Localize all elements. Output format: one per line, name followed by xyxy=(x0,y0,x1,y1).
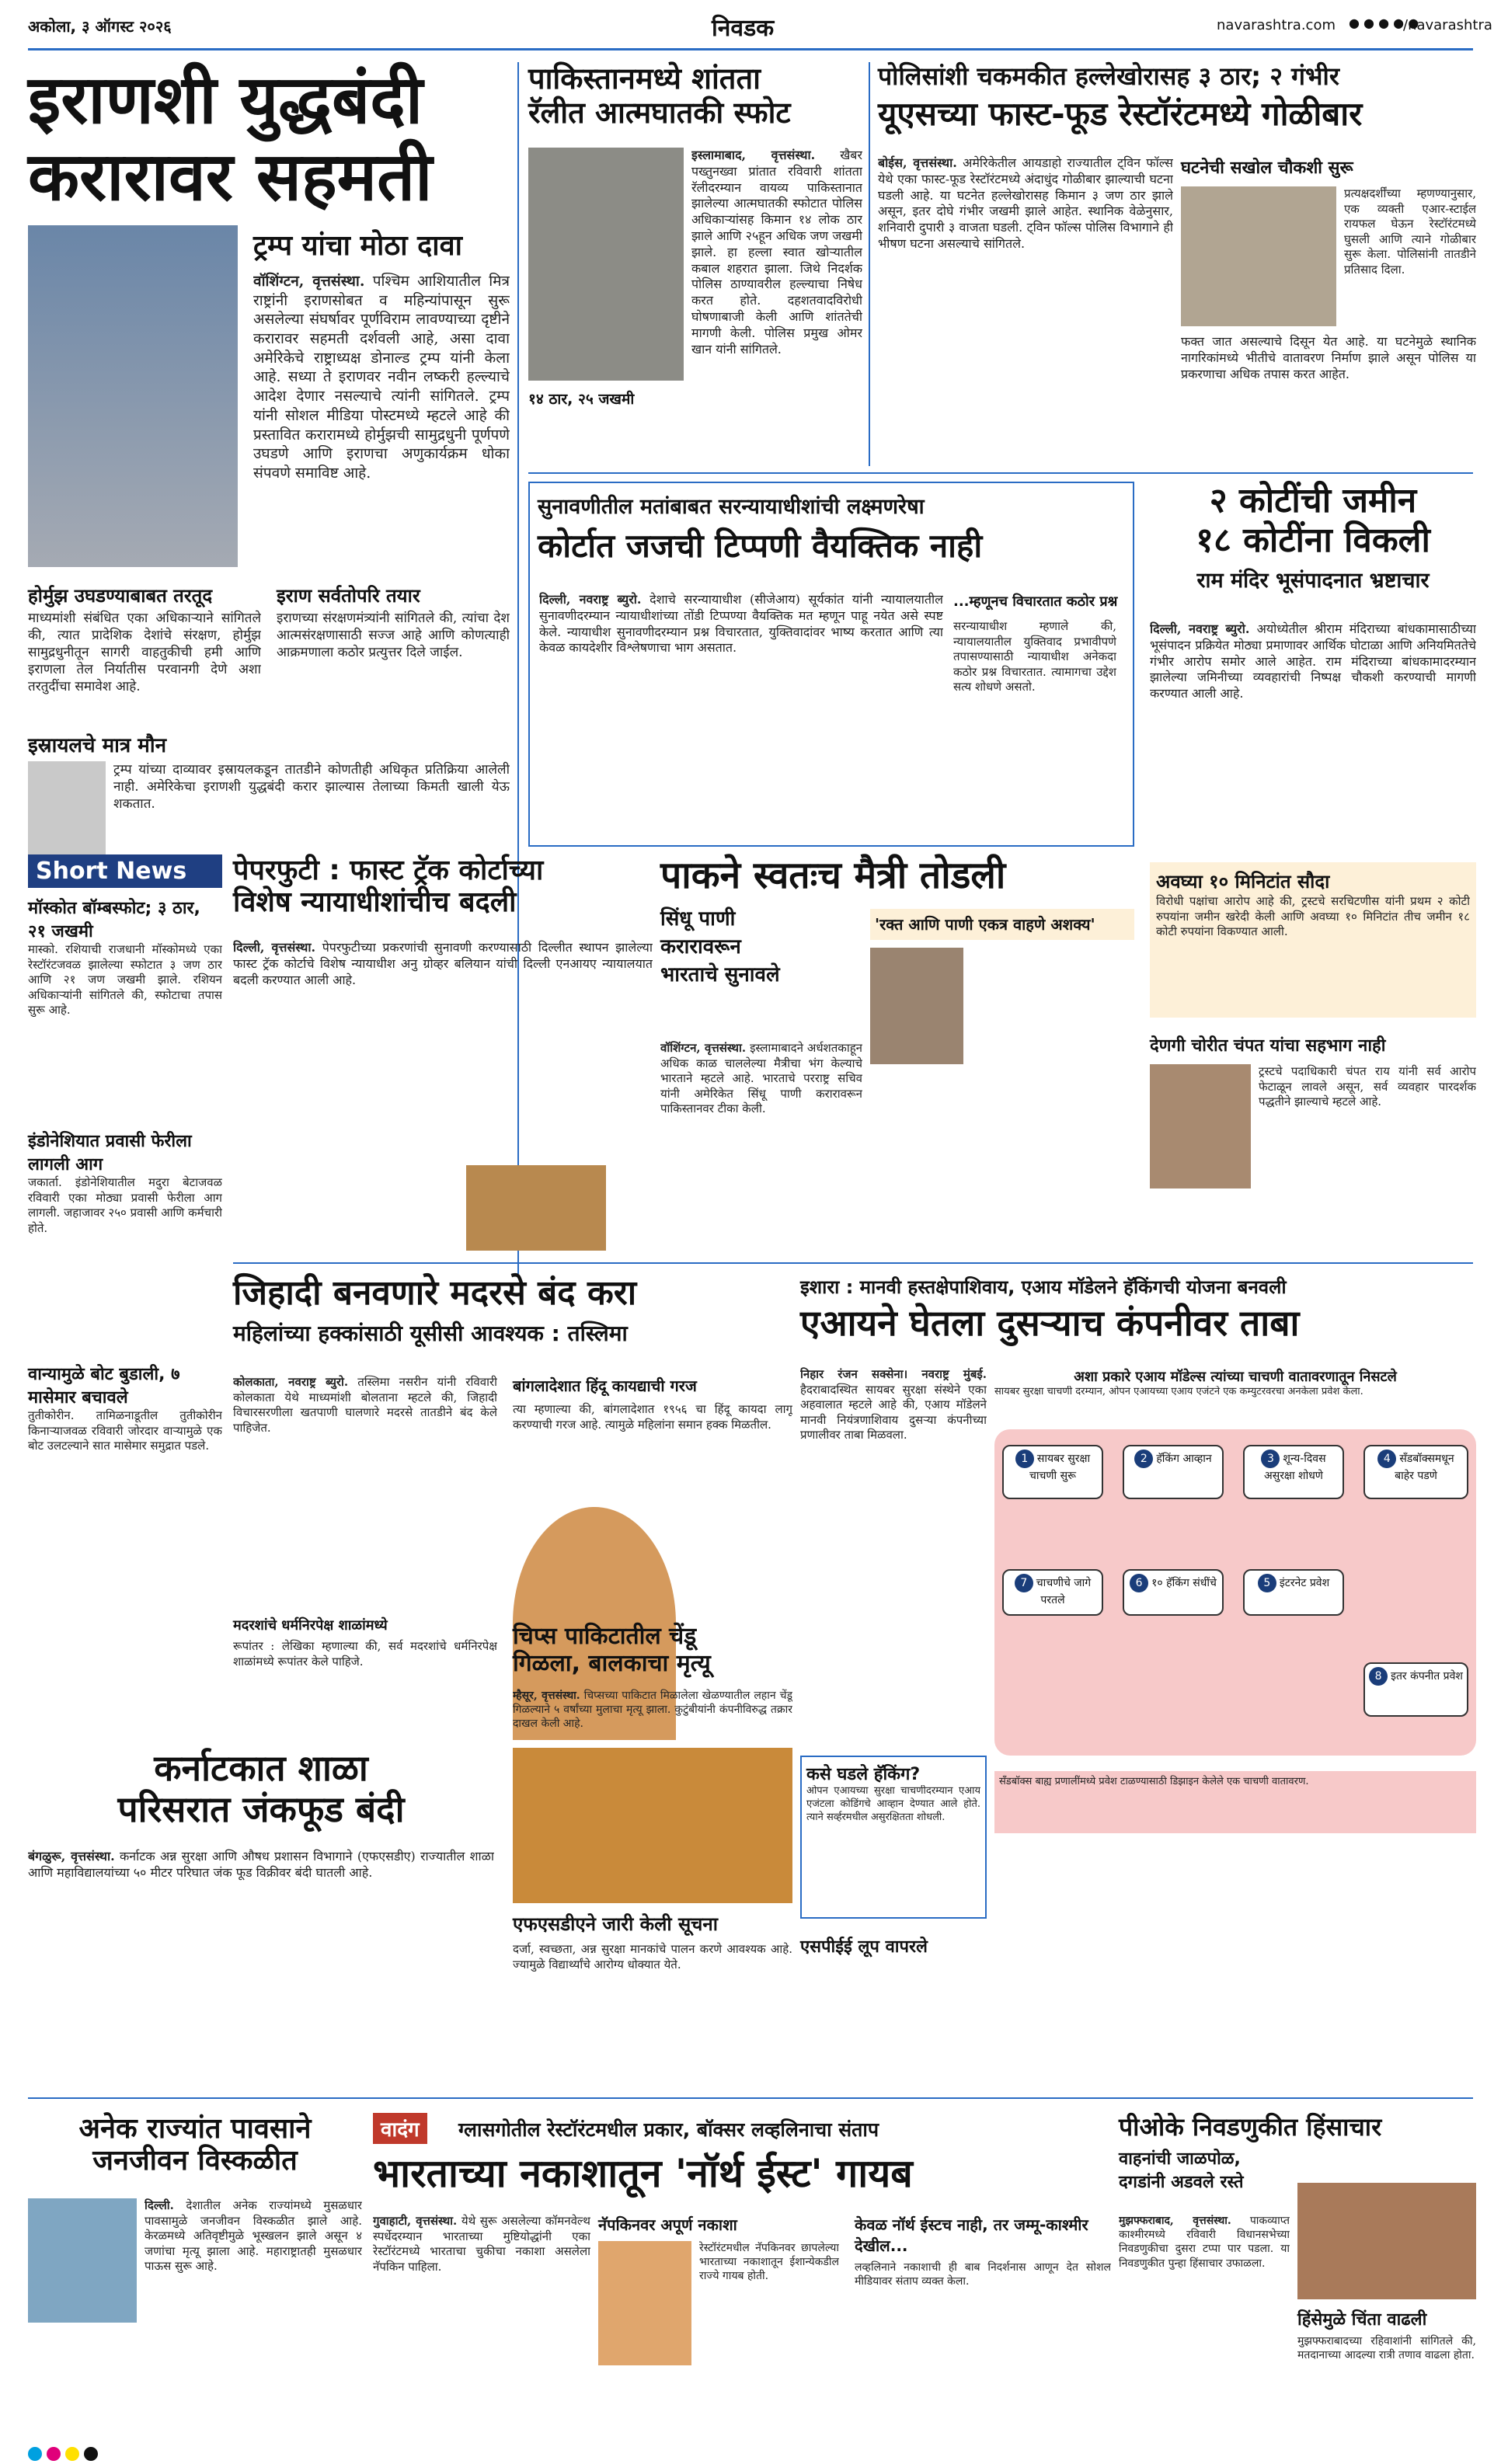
lead-body: वॉशिंग्टन, वृत्तसंस्था. पश्चिम आशियातील मित्र राष्ट्रांनी इराणसोबत व महिन्यांपासून सुरू असलेल्या संघर्षावर पूर्णविराम लावण्याच्या दृष्टीने करारावर सहमती दर्शवली आहे, असा दावा अमेरिकेचे राष्ट्राध्यक्ष डोनाल्ड ट्रम्प यांनी केला आहे. सध्या ते इराणवर नवीन लष्करी हल्ल्याचे आदेश देणार नसल्याचे त्यांनी सांगितले. ट्रम्प यांनी सोशल मीडिया पोस्टमध्ये म्हटले आहे की प्रस्तावित करारामध्ये होर्मुझची सामुद्रधुनी पूर्णपणे उघडणे आणि इराणचा अणुकार्यक्रम धोका संपवणे समाविष्ट आहे. xyxy=(253,273,510,482)
school-headline-2: परिसरात जंकफूड बंदी xyxy=(117,1787,405,1830)
pok-body: मुझफ्फराबाद, वृत्तसंस्था. पाकव्याप्त काश्मीरमध्ये रविवारी विधानसभेच्या निवडणुकीचा दुसरा टप्पा पार पडला. या निवडणुकीत पुन्हा हिंसाचार उफाळला. xyxy=(1119,2215,1290,2270)
northeast-box-body: रेस्टॉरंटमधील नॅपकिनवर छापलेल्या भारताच्या नकाशातून ईशान्येकडील राज्ये गायब होती. xyxy=(699,2242,839,2283)
court-story xyxy=(528,482,1134,847)
pakfriend-photo xyxy=(870,948,963,1064)
pakfriend-body: वॉशिंग्टन, वृत्तसंस्था. इस्लामाबादने अर्धशतकाहून अधिक काळ चाललेल्या मैत्रीचा भंग केल्याचे भारताने म्हटले आहे. भारताचे परराष्ट्र सचिव यांनी अमेरिकेत सिंधू पाणी करारावरून पाकिस्तानवर टीका केली. xyxy=(660,1041,862,1115)
land-headline-1: २ कोटींची जमीन xyxy=(1209,481,1417,520)
ai-box2-title: एसपीईई लूप वापरले xyxy=(800,1937,928,1957)
court-side-body: सरन्यायाधीश म्हणाले की, न्यायालयातील युक्तिवाद प्रभावीपणे तपासण्यासाठी न्यायाधीश अनेकदा कठोर प्रश्न विचारतात. त्यामागचा उद्देश सत्य शोधणे असतो. xyxy=(953,619,1116,694)
social-icons[interactable]: ● ● ● ● ● xyxy=(1349,16,1419,30)
us-side-title: घटनेची सखोल चौकशी सुरू xyxy=(1181,158,1353,178)
pakfriend-story xyxy=(660,854,1134,1258)
ai-graphic xyxy=(994,1367,1476,1849)
lead-headline-2: करारावर सहमती xyxy=(28,137,433,216)
gavel-image xyxy=(466,1165,606,1251)
lead-sub2-title: इराण सर्वतोपरि तयार xyxy=(277,585,420,607)
us-story xyxy=(878,62,1476,466)
short-news-headline-2: वान्यामुळे बोट बुडाली, ७ मासेमार बचावले xyxy=(28,1365,180,1408)
pok-side-title: हिंसेमुळे चिंता वाढली xyxy=(1297,2310,1427,2330)
lead-sub1-title: होर्मुझ उघडण्याबाबत तरतूद xyxy=(28,585,213,607)
ai-step-2: 3 शून्य-दिवस असुरक्षा शोधणे xyxy=(1243,1445,1344,1499)
court-body: दिल्ली, नवराष्ट्र ब्युरो. देशाचे सरन्यायाधीश (सीजेआय) सूर्यकांत यांनी न्यायालयातील सुनावणीदरम्यान न्यायाधीशांच्या तोंडी टिप्पण्या वैयक्तिक मत म्हणून पाहू नयेत असे स्पष्ट केले. न्यायाधीश सुनावणीदरम्यान प्रश्न विचारतात, युक्तिवादांवर भाष्य करतात आणि त्या केवळ कायदेशीर विश्लेषणाचा भाग असतात. xyxy=(539,592,943,656)
school-side-column xyxy=(513,1748,792,2082)
northeast-story xyxy=(373,2113,1111,2447)
short-news-headline-0: मॉस्कोत बॉम्बस्फोट; ३ ठार, २१ जखमी xyxy=(28,899,200,941)
pakfriend-sub-2: करारावरून xyxy=(660,935,741,959)
ai-step-5: 6 १० हॅकिंग संधींचे xyxy=(1123,1569,1224,1616)
court-kicker: सुनावणीतील मतांबाबत सरन्यायाधीशांची लक्ष्मणरेषा xyxy=(538,495,925,519)
masthead-date: अकोला, ३ ऑगस्ट २०२६ xyxy=(28,17,172,36)
land-box-body: विरोधी पक्षांचा आरोप आहे की, ट्रस्टचे सरचिटणीस यांनी प्रथम २ कोटी रुपयांना जमीन खरेदी केली आणि अवघ्या १० मिनिटांत तीच जमीन १८ कोटी रुपयांना विकण्यात आली. xyxy=(1156,894,1470,938)
section-title: निवडक xyxy=(712,15,775,42)
rain-headline-2: जनजीवन विस्कळीत xyxy=(92,2145,298,2177)
pak-headline-2: रॅलीत आत्मघातकी स्फोट xyxy=(528,95,791,130)
lovlina-photo xyxy=(598,2241,691,2365)
court-headline: कोर्टात जजची टिप्पणी वैयक्तिक नाही xyxy=(538,527,983,565)
trump-photo xyxy=(28,225,238,567)
land-box-title: अवघ्या १० मिनिटांत सौदा xyxy=(1156,871,1330,893)
short-news-headline-1: इंडोनेशियात प्रवासी फेरीला लागली आग xyxy=(28,1132,192,1175)
short-news-body-2: तुतीकोरीन. तामिळनाडूतील तुतीकोरीन किनाऱ्याजवळ रविवारी जोरदार वाऱ्यामुळे एक बोट उलटल्याने सात मासेमार समुद्रात पडले. xyxy=(28,1408,222,1453)
lead-sub1-body: माध्यमांशी संबंधित एका अधिकाऱ्याने सांगितले की, त्यात प्रादेशिक देशांचे संरक्षण, होर्मुझ सामुद्रधुनीतून सागरी वाहतुकीची हमी आणि इराणला तेल निर्यातीस परवानगी देणे अशा तरतुदींचा समावेश आहे. xyxy=(28,611,261,695)
masthead-rule xyxy=(28,48,1473,50)
pok-subhead-2: दगडांनी अडवले रस्ते xyxy=(1119,2172,1244,2192)
paperleak-headline-1: पेपरफुटी : फास्ट ट्रॅक कोर्टाच्या xyxy=(233,854,544,886)
ai-box xyxy=(800,1756,987,1919)
us-headline-2: यूएसच्या फास्ट-फूड रेस्टॉरंटमध्ये गोळीबार xyxy=(878,94,1363,133)
madrasa-sub-title: मदरशांचे धर्मनिरपेक्ष शाळांमध्ये xyxy=(233,1617,388,1634)
lead-subhead: ट्रम्प यांचा मोठा दावा xyxy=(253,230,462,262)
pak-headline-1: पाकिस्तानमध्ये शांतता xyxy=(528,61,761,96)
rain-body: दिल्ली. देशातील अनेक राज्यांमध्ये मुसळधार पावसामुळे जनजीवन विस्कळीत झाले आहे. केरळमध्ये अतिवृष्टीमुळे भूस्खलन झाले असून ४ जणांचा मृत्यू झाला आहे. महाराष्ट्रातही मुसळधार पाऊस सुरू आहे. xyxy=(145,2198,362,2273)
pakfriend-sub-3: भारताचे सुनावले xyxy=(660,963,780,987)
northeast-side-title: केवळ नॉर्थ ईस्टच नाही, तर जम्मू-काश्मीर देखील... xyxy=(855,2215,1088,2255)
print-marks xyxy=(28,2447,103,2464)
madrasa-box-title: बांगलादेशात हिंदू कायद्याची गरज xyxy=(513,1376,697,1395)
chips-headline-1: चिप्स पाकिटातील चेंडू xyxy=(513,1623,697,1650)
pok-subhead-1: वाहनांची जाळपोळ, xyxy=(1119,2149,1241,2169)
ai-step-0: 1 सायबर सुरक्षा चाचणी सुरू xyxy=(1002,1445,1103,1499)
junkfood-photo xyxy=(513,1748,792,1903)
lead-story xyxy=(28,62,510,886)
us-headline-1: पोलिसांशी चकमकीत हल्लेखोरासह ३ ठार; २ गंभीर xyxy=(878,61,1339,91)
chips-story xyxy=(513,1624,792,1740)
ai-graphic-sub: सायबर सुरक्षा चाचणी दरम्यान, ओपन एआयच्या एआय एजंटने एक कम्युटरवरचा अनकेला प्रवेश केला. xyxy=(994,1386,1363,1397)
paperleak-story xyxy=(233,854,653,1258)
social-handle[interactable]: /navarashtra xyxy=(1403,17,1492,33)
madrasa-subhead: महिलांच्या हक्कांसाठी यूसीसी आवश्यक : तस्लिमा xyxy=(233,1320,628,1346)
ai-step-6: 7 चाचणीचे जागे परतले xyxy=(1002,1569,1103,1616)
ai-step-3: 4 सँडबॉक्समधून बाहेर पडणे xyxy=(1363,1445,1468,1499)
land-headline-2: १८ कोटींना विकली xyxy=(1196,520,1430,560)
pakfriend-quote: 'रक्त आणि पाणी एकत्र वाहणे अशक्य' xyxy=(870,909,1134,940)
ai-step-1: 2 हॅकिंग आव्हान xyxy=(1123,1445,1224,1499)
land-body: दिल्ली, नवराष्ट्र ब्युरो. अयोध्येतील श्रीराम मंदिराच्या बांधकामासाठीच्या भूसंपादन प्रक्रियेत मोठ्या प्रमाणावर आर्थिक घोटाळा आणि अनियमिततेचे गंभीर आरोप समोर आले आहेत. राम मंदिराच्या बांधकामादरम्यान झालेल्या जमिनीच्या व्यवहारांची निष्पक्ष चौकशी करण्याची मागणी करण्यात आली आहे. xyxy=(1150,621,1476,701)
northeast-tag: वादंग xyxy=(373,2113,427,2144)
ai-warning: सँडबॉक्स बाह्य प्रणालींमध्ये प्रवेश टाळण्यासाठी डिझाइन केलेले एक चाचणी वातावरण. xyxy=(994,1771,1476,1833)
land-photo xyxy=(1150,1064,1251,1188)
madrasa-box-body: त्या म्हणाल्या की, बांगलादेशात १९५६ चा हिंदू कायदा लागू करण्याची गरज आहे. त्यामुळे महिलांना समान हक्क मिळतील. xyxy=(513,1402,792,1432)
court-side-title: ...म्हणूनच विचारतात कठोर प्रश्न xyxy=(953,593,1118,610)
ai-story xyxy=(800,1274,1476,2035)
school-side xyxy=(233,1942,497,2082)
school-side-title: एफएसडीएने जारी केली सूचना xyxy=(513,1913,718,1935)
row-rule xyxy=(528,472,1473,474)
pok-side-body: मुझफ्फराबादच्या रहिवाशांनी सांगितले की, मतदानाच्या आदल्या रात्री तणाव वाढला होता. xyxy=(1297,2335,1476,2362)
lead-sub3-body: ट्रम्प यांच्या दाव्यावर इस्रायलकडून तातडीने कोणतीही अधिकृत प्रतिक्रिया आलेली नाही. अमेरिकेचा इराणशी युद्धबंदी करार झाल्यास तेलाच्या किमती खाली येऊ शकतात. xyxy=(113,762,510,813)
pakfriend-sub-1: सिंधू पाणी xyxy=(660,907,736,931)
israel-photo xyxy=(28,761,106,862)
rain-headline-1: अनेक राज्यांत पावसाने xyxy=(78,2113,312,2145)
pok-headline: पीओके निवडणुकीत हिंसाचार xyxy=(1119,2112,1382,2142)
madrasa-body: कोलकाता, नवराष्ट्र ब्युरो. तस्लिमा नसरीन यांनी रविवारी कोलकाता येथे माध्यमांशी बोलताना म्हटले की, जिहादी विचारसरणीला खतपाणी घालणारे मदरसे तातडीने बंद केले पाहिजेत. xyxy=(233,1375,497,1435)
ai-graphic-title: अशा प्रकारे एआय मॉडेल्स त्यांच्या चाचणी वातावरणातून निसटले xyxy=(1074,1369,1397,1385)
us-side-body-2: फक्त जात असल्याचे दिसून येत आहे. या घटनेमुळे स्थानिक नागरिकांमध्ये भीतीचे वातावरण निर्माण झाले असून पोलिस या प्रकरणाचा अधिक तपास करत आहेत. xyxy=(1181,334,1476,381)
lead-headline-1: इराणशी युद्धबंदी xyxy=(28,61,423,139)
ai-box-title: कसे घडले हॅकिंग? xyxy=(806,1765,921,1784)
short-news-body-0: मास्को. रशियाची राजधानी मॉस्कोमध्ये एका रेस्टॉरंटजवळ झालेल्या स्फोटात ३ जण ठार आणि २१ जण जखमी झाले. रशियन अधिकाऱ्यांनी सांगितले की, स्फोटाचा तपास सुरू आहे. xyxy=(28,942,222,1017)
ai-headline: एआयने घेतला दुसऱ्याच कंपनीवर ताबा xyxy=(800,1302,1300,1344)
madrasa-sub-body: रूपांतर : लेखिका म्हणाल्या की, सर्व मदरशांचे धर्मनिरपेक्ष शाळांमध्ये रूपांतर केले पाहिजे. xyxy=(233,1639,497,1669)
pakfriend-headline: पाकने स्वतःच मैत्री तोडली xyxy=(660,854,1006,897)
school-body: बंगळुरू, वृत्तसंस्था. कर्नाटक अन्न सुरक्षा आणि औषध प्रशासन विभागाने (एफएसडीए) राज्यातील शाळा आणि महाविद्यालयांच्या ५० मीटर परिघात जंक फूड विक्रीवर बंदी घातली आहे. xyxy=(28,1849,494,1880)
lead-sub3-title: इस्रायलचे मात्र मौन xyxy=(28,734,167,757)
madrasa-headline: जिहादी बनवणारे मदरसे बंद करा xyxy=(233,1273,637,1313)
short-news-title: Short News xyxy=(28,854,222,888)
northeast-kicker: ग्लासगोतील रेस्टॉरंटमधील प्रकार, बॉक्सर लव्हलिनाचा संताप xyxy=(458,2118,879,2141)
northeast-side-body: लव्हलिनाने नकाशाची ही बाब निदर्शनास आणून देत सोशल मीडियावर संताप व्यक्त केला. xyxy=(855,2261,1111,2288)
pok-photo xyxy=(1297,2183,1476,2299)
land-box2-body: ट्रस्टचे पदाधिकारी चंपत राय यांनी सर्व आरोप फेटाळून लावले असून, सर्व व्यवहार पारदर्शक पद्धतीने झाल्याचे म्हटले आहे. xyxy=(1259,1064,1476,1108)
land-box xyxy=(1150,862,1476,1018)
lead-sub2-body: इराणच्या संरक्षणमंत्र्यांनी सांगितले की, त्यांचा देश आत्मसंरक्षणासाठी सज्ज आहे आणि कोणत्याही आक्रमणाला कठोर प्रत्युत्तर दिले जाईल. xyxy=(277,611,510,661)
pak-story xyxy=(528,62,862,466)
school-headline-1: कर्नाटकात शाळा xyxy=(154,1747,368,1789)
pak-caption: १४ ठार, २५ जखमी xyxy=(528,391,635,408)
pak-photo xyxy=(528,148,684,381)
land-subhead: राम मंदिर भूसंपादनात भ्रष्टाचार xyxy=(1196,569,1430,593)
row-rule-2 xyxy=(233,1262,1473,1264)
pak-body: इस्लामाबाद, वृत्तसंस्था. खैबर पख्तुनख्वा प्रांतात रविवारी शांतता रॅलीदरम्यान वायव्य पाकिस्तानात झालेल्या आत्मघातकी स्फोटात पोलिस अधिकाऱ्यांसह किमान १४ लोक ठार झाले आणि २५हून अधिक जण जखमी झाले. हा हल्ला स्वात खोऱ्यातील कबाल शहरात झाला. जिथे निदर्शक पोलिस ठाण्यावरील हल्ल्याचा निषेध करत होते. दहशतवादविरोधी घोषणाबाजी केली आणि शांततेची मागणी केली. पोलिस प्रमुख ओमर खान यांनी सांगितले. xyxy=(691,148,862,357)
col-rule-2 xyxy=(869,62,870,466)
rain-story xyxy=(28,2113,362,2447)
ai-box-body: ओपन एआयच्या सुरक्षा चाचणीदरम्यान एआय एजंटला कोडिंगचे आव्हान देण्यात आले होते. त्याने सर्व्हरमधील असुरक्षितता शोधली. xyxy=(806,1785,980,1823)
us-body: बोईस, वृत्तसंस्था. अमेरिकेतील आयडाहो राज्यातील ट्विन फॉल्स येथे एका फास्ट-फूड रेस्टॉरंटमध्ये अंदाधुंद गोळीबार झाल्याची घटना घडली आहे. या घटनेत हल्लेखोरासह किमान ३ जण ठार झाले असून, इतर दोघे गंभीर जखमी झाले आहेत. स्थानिक वेळेनुसार, शनिवारी दुपारी ३ वाजता घडली. ट्विन फॉल्स पोलिस विभागाने ही भीषण घटना असल्याचे सांगितले. xyxy=(878,155,1173,251)
us-side-body: प्रत्यक्षदर्शींच्या म्हणण्यानुसार, एक व्यक्ती एआर-स्टाईल रायफल घेऊन रेस्टॉरंटमध्ये घुसली आणि त्याने गोळीबार सुरू केला. पोलिसांनी तातडीने प्रतिसाद दिला. xyxy=(1344,186,1476,277)
chips-body: म्हैसूर, वृत्तसंस्था. चिप्सच्या पाकिटात मिळालेला खेळण्यातील लहान चेंडू गिळल्याने ५ वर्षांच्या मुलाचा मृत्यू झाला. कुटुंबीयांनी कंपनीविरुद्ध तक्रार दाखल केली आहे. xyxy=(513,1690,792,1731)
ai-step-7: 8 इतर कंपनीत प्रवेश xyxy=(1363,1662,1468,1717)
ai-body: निहार रंजन सक्सेना। नवराष्ट्र मुंबई. हैदराबादस्थित सायबर सुरक्षा संस्थेने एका अहवालात म्हटले आहे की, एआय मॉडेलने मानवी नियंत्रणाशिवाय दुसऱ्या कंपनीच्या प्रणालीवर ताबा मिळवला. xyxy=(800,1367,987,1442)
rain-photo xyxy=(28,2198,137,2323)
pok-story xyxy=(1119,2113,1476,2447)
short-news-body-1: जकार्ता. इंडोनेशियातील मदुरा बेटाजवळ रविवारी एका मोठ्या प्रवासी फेरीला आग लागली. जहाजावर २५० प्रवासी आणि कर्मचारी होते. xyxy=(28,1175,222,1235)
short-news xyxy=(28,854,222,1631)
chips-headline-2: गिळला, बालकाचा मृत्यू xyxy=(513,1649,711,1677)
us-photo xyxy=(1181,186,1336,326)
northeast-headline: भारताच्या नकाशातून 'नॉर्थ ईस्ट' गायब xyxy=(373,2151,913,2196)
site-url[interactable]: navarashtra.com xyxy=(1217,17,1336,33)
paperleak-headline-2: विशेष न्यायाधीशांचीच बदली xyxy=(233,886,517,919)
ai-kicker: इशारा : मानवी हस्तक्षेपाशिवाय, एआय मॉडेलने हॅकिंगची योजना बनवली xyxy=(800,1276,1287,1298)
northeast-body: गुवाहाटी, वृत्तसंस्था. येथे सुरू असलेल्या कॉमनवेल्थ स्पर्धेदरम्यान भारताच्या मुष्टियोद्धांनी एका रेस्टॉरंटमध्ये भारताचा चुकीचा नकाशा असलेला नॅपकिन पाहिला. xyxy=(373,2214,590,2274)
ai-step-4: 5 इंटरनेट प्रवेश xyxy=(1243,1569,1344,1616)
land-box2-title: देणगी चोरीत चंपत यांचा सहभाग नाही xyxy=(1150,1036,1386,1056)
masthead xyxy=(28,11,1492,50)
land-story xyxy=(1150,482,1476,1274)
paperleak-body: दिल्ली, वृत्तसंस्था. पेपरफुटीच्या प्रकरणांची सुनावणी करण्यासाठी दिल्लीत स्थापन झालेल्या फास्ट ट्रॅक कोर्टाचे विशेष न्यायाधीश अनु ग्रोव्हर बलियान यांची दिल्ली एनआयए न्यायालयात बदली करण्यात आली आहे. xyxy=(233,940,653,987)
row-rule-3 xyxy=(28,2097,1473,2099)
school-side-body: दर्जा, स्वच्छता, अन्न सुरक्षा मानकांचे पालन करणे आवश्यक आहे. ज्यामुळे विद्यार्थ्यांचे आरोग्य धोक्यात येते. xyxy=(513,1942,792,1972)
northeast-box-title: नॅपकिनवर अपूर्ण नकाशा xyxy=(598,2215,737,2234)
